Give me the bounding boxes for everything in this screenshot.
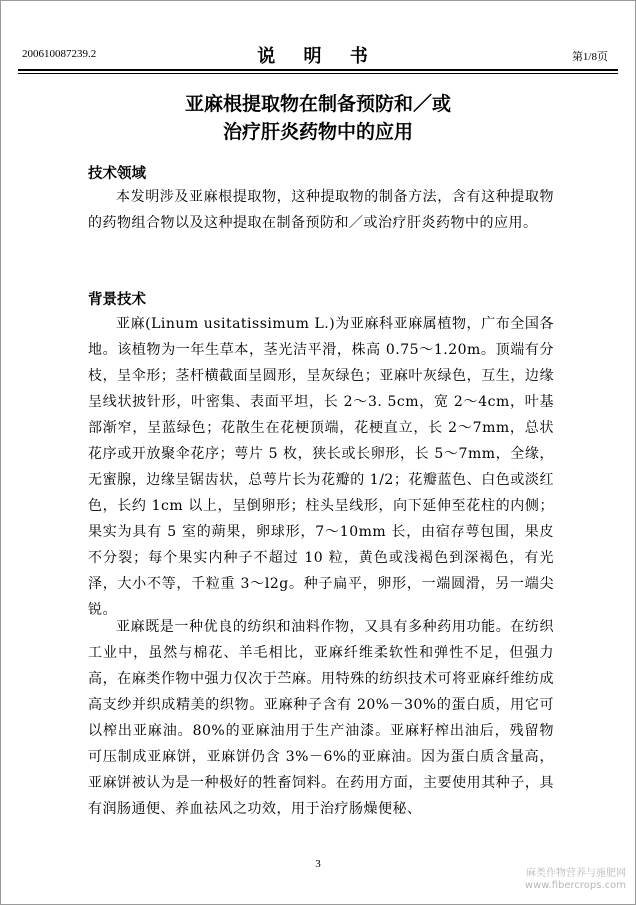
watermark-line-1: 麻类作物营养与施肥网 [526, 868, 626, 879]
header-rule-thin [18, 73, 618, 74]
section-heading-background: 背景技术 [88, 291, 146, 308]
section-heading-tech-field: 技术领域 [88, 165, 146, 182]
header-rule [18, 69, 618, 71]
watermark [525, 868, 626, 892]
document-number: 200610087239.2 [22, 48, 97, 60]
watermark-line-2: www.fibercrops.com [524, 880, 626, 891]
page-number: 3 [315, 858, 321, 870]
tech-field-paragraph: 本发明涉及亚麻根提取物，这种提取物的制备方法，含有这种提取物的药物组合物以及这种提取在制备预防和／或治疗肝炎药物中的应用。 [88, 189, 554, 231]
title-line-1: 亚麻根提取物在制备预防和／或 [184, 93, 451, 115]
background-paragraph-2: 亚麻既是一种优良的纺织和油料作物，又具有多种药用功能。在纺织工业中，虽然与棉花、羊毛相比，亚麻纤维柔软性和弹性不足，但强力高，在麻类作物中强力仅次于苎麻。用特殊的纺织技术可将亚麻纤维纺成高支纱并织成精美的织物。亚麻种子含有 20%－30%的蛋白质，用它可以榨出亚麻油。80%的亚麻油用于生产油漆。亚麻籽榨出油后，残留物可压制成亚麻饼，亚麻饼仍含 3%－6%的亚麻油。因为蛋白质含量高，亚麻饼被认为是一种极好的牲畜饲料。在药用方面，主要使用其种子，具有润肠通便、养血祛风之功效，用于治疗肠燥便秘、 [88, 619, 554, 817]
document-type: 说 明 书 [257, 46, 379, 67]
title-line-2: 治疗肝炎药物中的应用 [222, 121, 413, 143]
page-label: 第1/8页 [571, 51, 608, 63]
background-paragraph-1: 亚麻(Linum usitatissimum L.)为亚麻科亚麻属植物，广布全国各地。该植物为一年生草本，茎光洁平滑，株高 0.75～1.20m。顶端有分枝，呈伞形；茎杆横截面呈圆形，呈灰绿色；亚麻叶灰绿色，互生，边缘呈线状披针形，叶密集、表面平坦，长 2～3. 5cm，宽 2～4cm，叶基部渐窄，呈蓝绿色；花散生在花梗顶端，花梗直立，长 2～7mm，总状花序或开放聚伞花序；萼片 5 枚，狭长或长卵形，长 5～7mm，全缘，无蜜腺，边缘呈锯齿状，总萼片长为花瓣的 1/2；花瓣蓝色、白色或淡红色，长约 1cm 以上，呈倒卵形；柱头呈线形，向下延伸至花柱的内侧；果实为具有 5 室的蒴果，卵球形，7～10mm 长，由宿存萼包围，果皮不分裂；每个果实内种子不超过 10 粒，黄色或浅褐色到深褐色，有光泽，大小不等，千粒重 3～l2g。种子扁平，卵形，一端圆滑，另一端尖锐。 [88, 316, 554, 618]
